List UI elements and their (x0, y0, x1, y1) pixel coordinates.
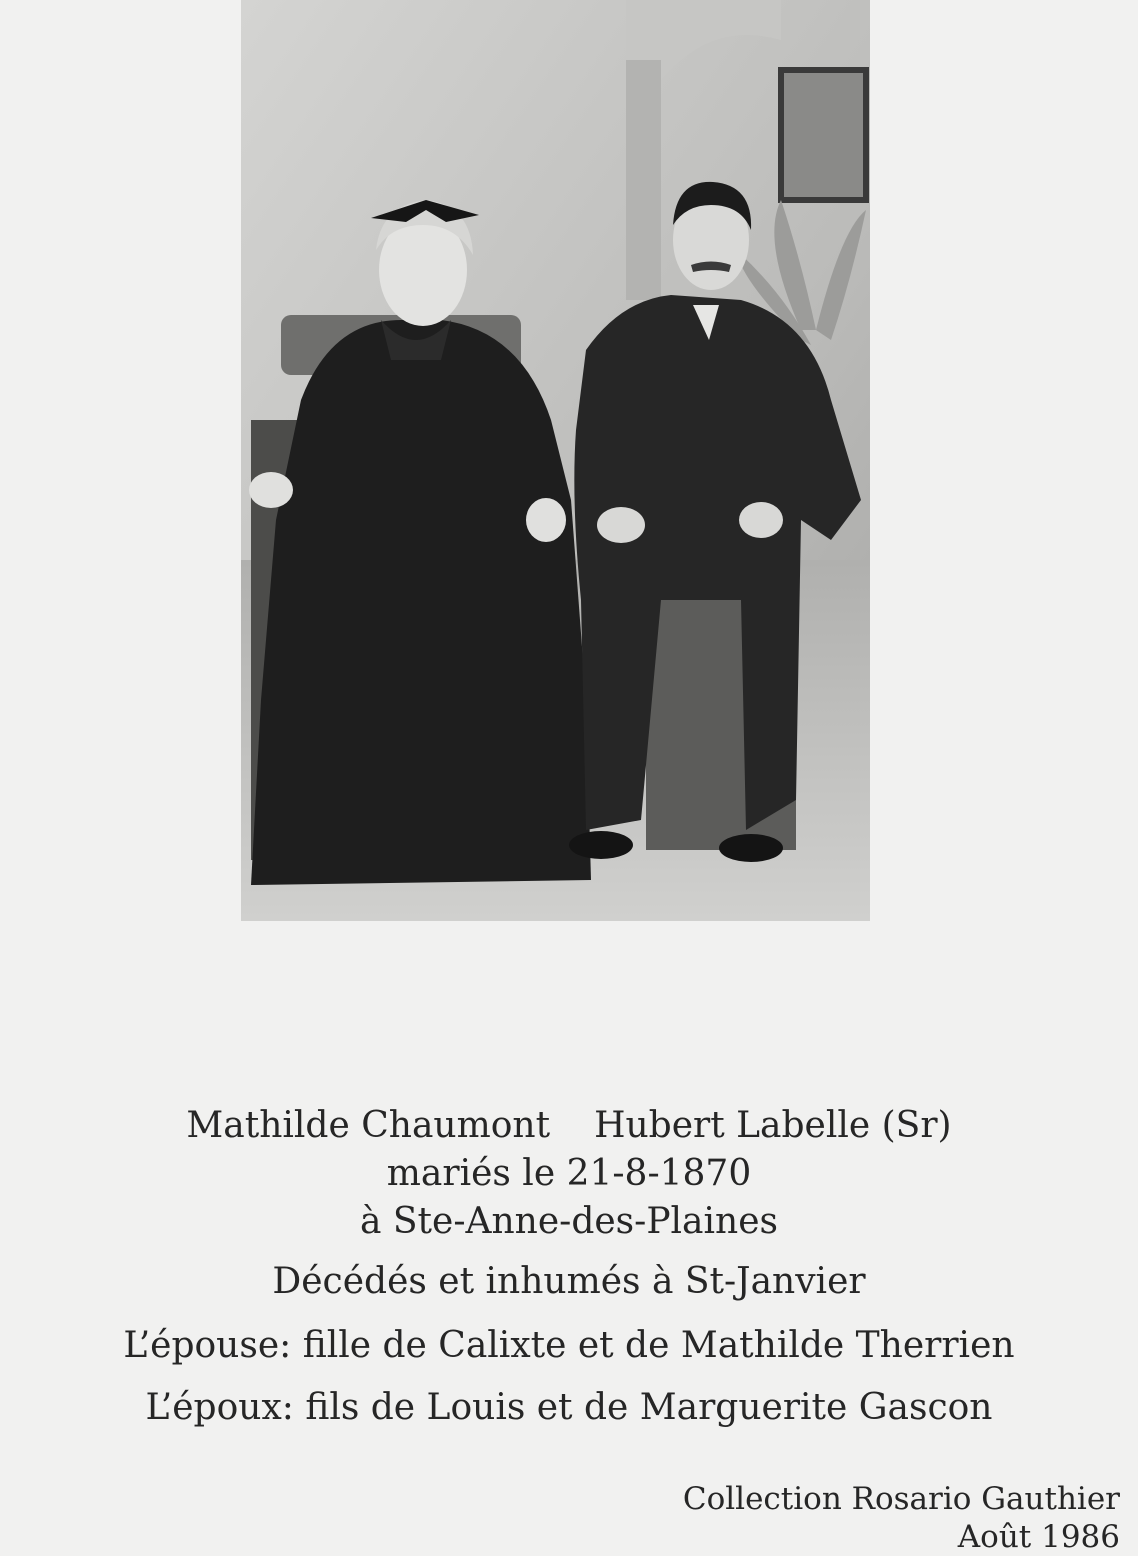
wife-name: Mathilde Chaumont (186, 1105, 551, 1146)
portrait-illustration (241, 0, 870, 921)
husband-parents-line: L’époux: fils de Louis et de Marguerite Gascon (145, 1387, 993, 1428)
wife-parents-line: L’épouse: fille de Calixte et de Mathilde Therrien (123, 1325, 1015, 1366)
marriage-date: mariés le 21-8-1870 (386, 1153, 752, 1194)
collection-credit: Collection Rosario Gauthier (682, 1481, 1120, 1517)
death-burial-line: Décédés et inhumés à St-Janvier (272, 1261, 866, 1302)
portrait-photo (241, 0, 870, 921)
marriage-place: à Ste-Anne-des-Plaines (359, 1201, 778, 1242)
credit-date: Août 1986 (957, 1519, 1120, 1555)
husband-name: Hubert Labelle (Sr) (594, 1105, 952, 1146)
backdrop-column (626, 60, 661, 300)
names-line (0, 1104, 1138, 1148)
backdrop-frame (781, 70, 866, 200)
